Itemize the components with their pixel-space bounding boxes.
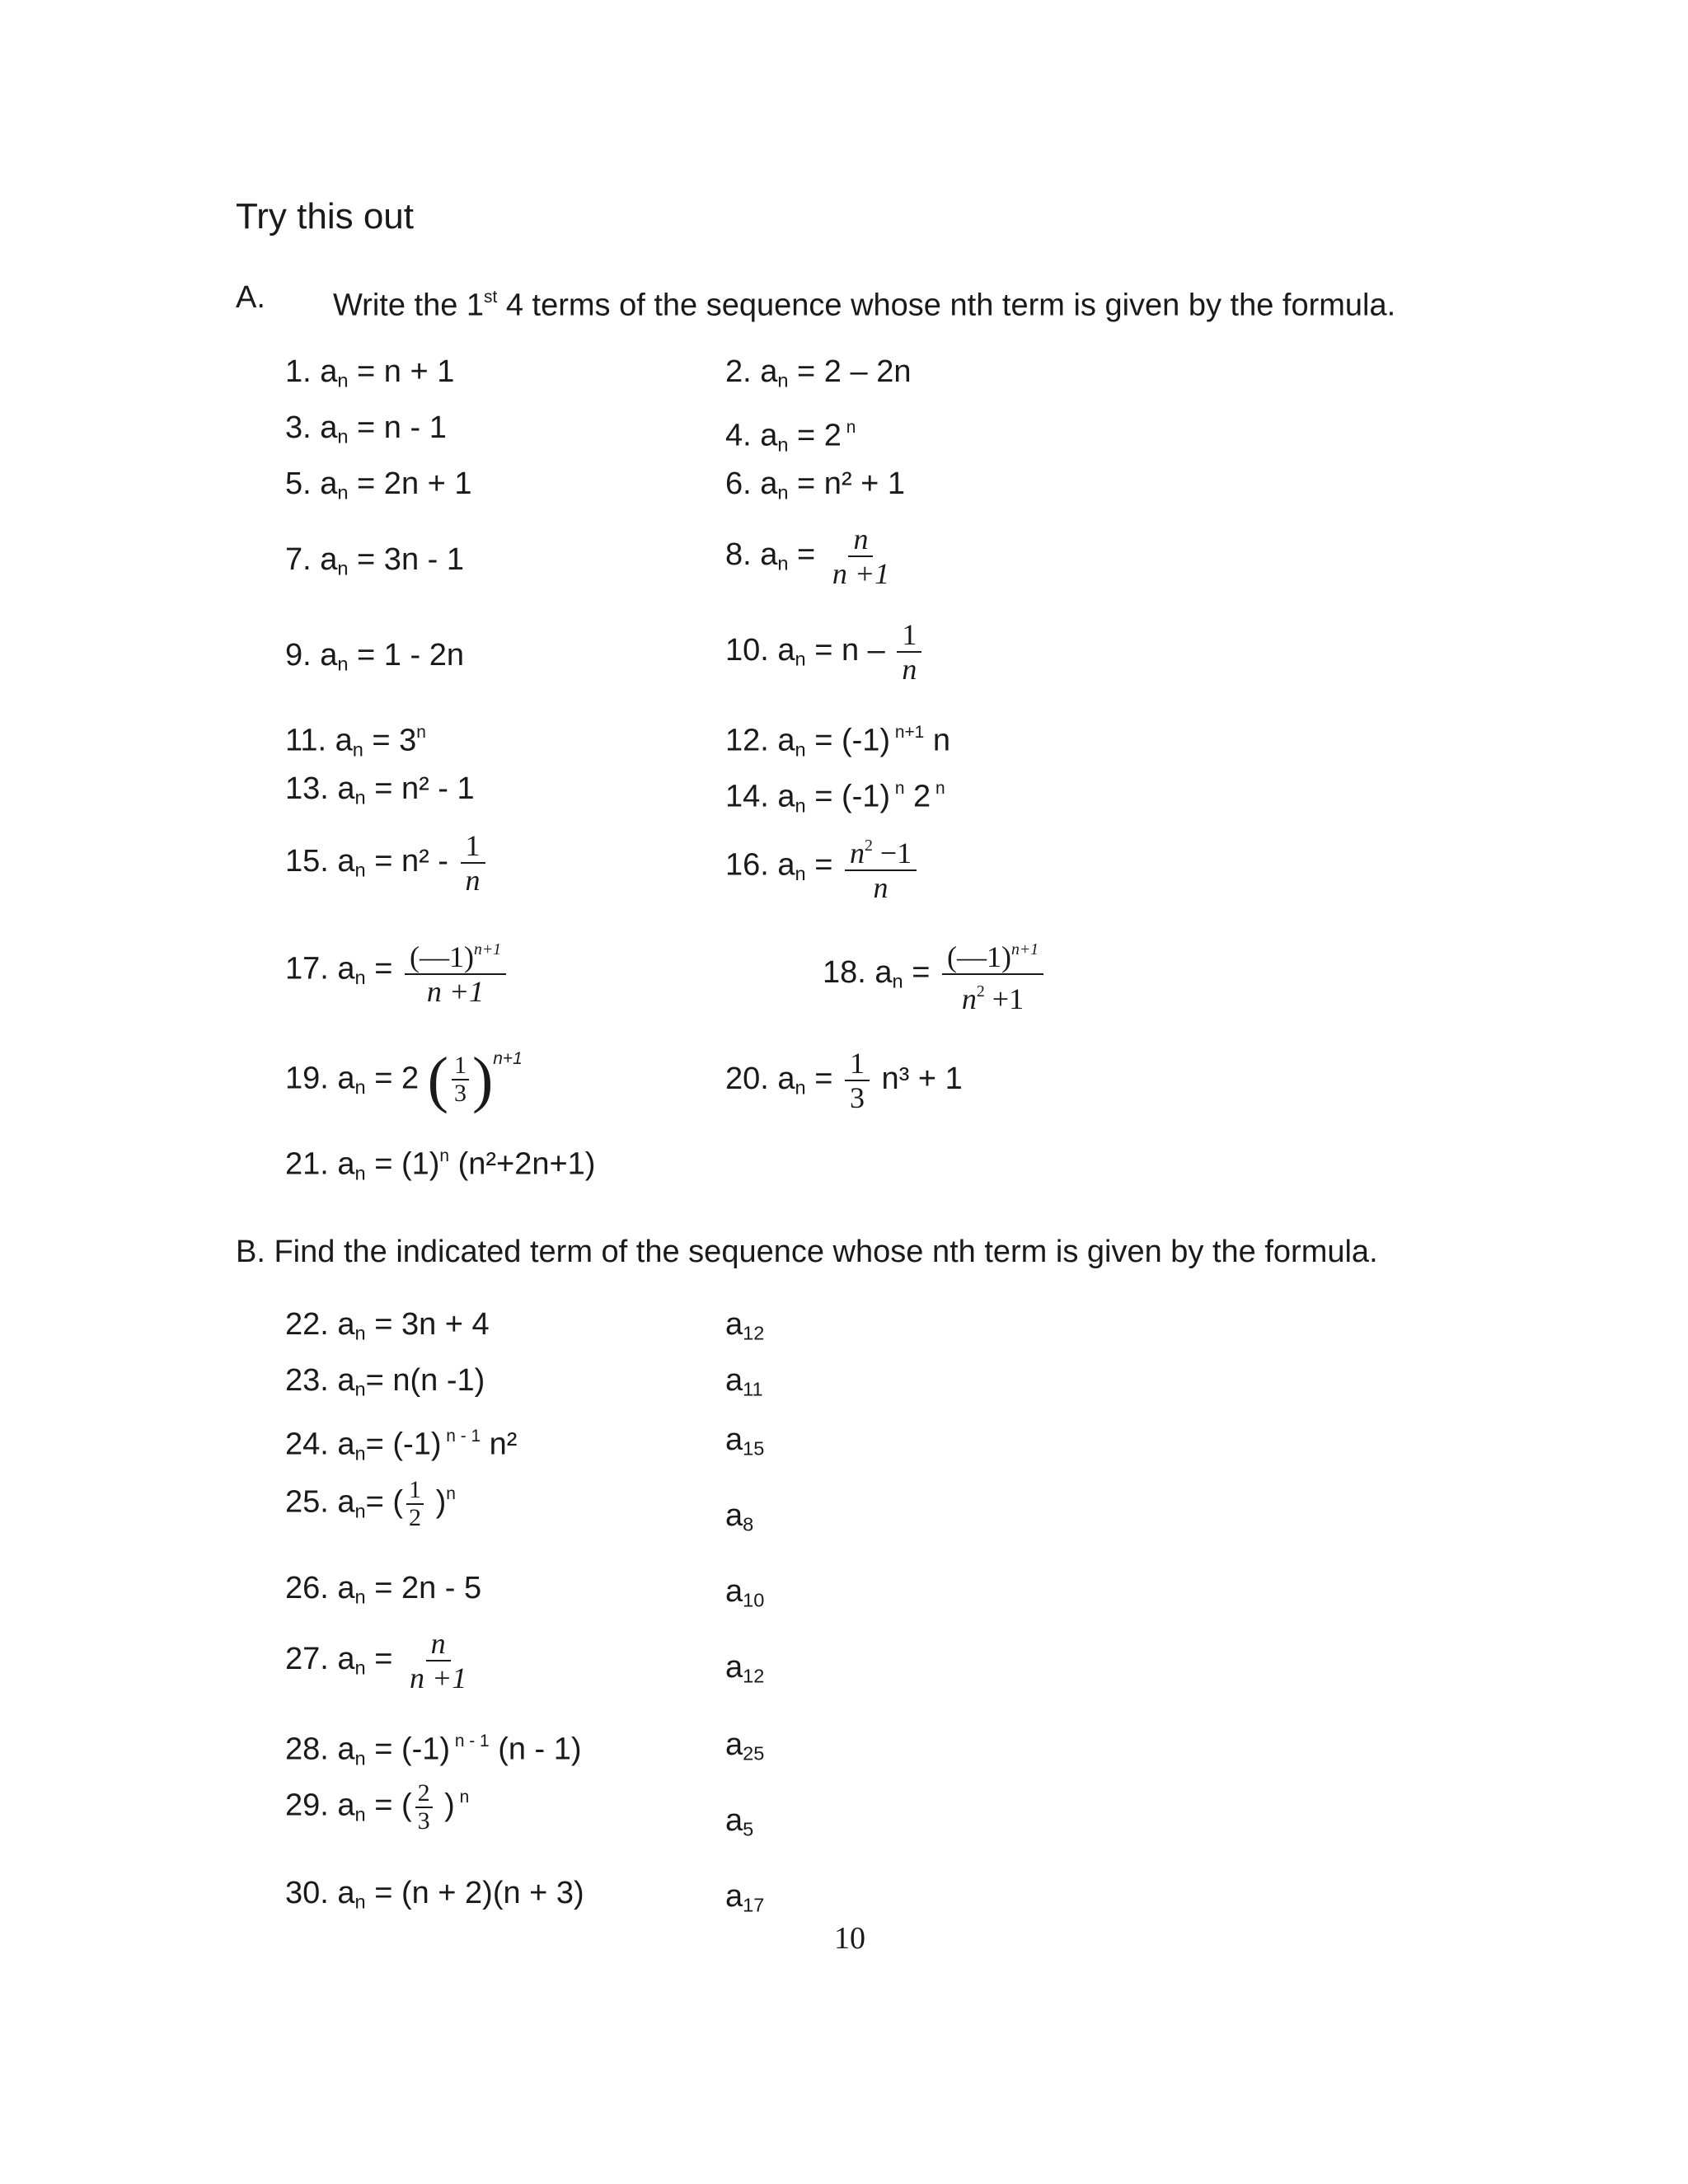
item-3: 3. $a_n = n - 1$ — [285, 410, 447, 448]
item-22-target: $a_{12}$ — [725, 1307, 765, 1344]
item-17: 17. $a_n$ = $\frac{(—1)^{n+1}}{n +1}$ — [285, 933, 509, 1008]
item-25-target: $a_8$ — [725, 1498, 754, 1535]
item-12: 12. $a_n = (-1)$ $^{n+1}$ n — [725, 723, 950, 761]
item-29: 29. $a_n$ = ( $\frac{2}{3}$ ) $^n$ — [285, 1779, 470, 1835]
item-26-target: $a_{10}$ — [725, 1574, 765, 1611]
item-24-target: $a_{15}$ — [725, 1422, 765, 1460]
item-5: 5. $a_n = 2n + 1$ — [285, 466, 472, 504]
item-11: 11. $a_n = 3^n$ — [285, 723, 426, 761]
item-27: 27. $a_n$ = $\frac{n}{n +1}$ — [285, 1627, 475, 1694]
item-29-target: $a_5$ — [725, 1803, 754, 1840]
item-28-target: $a_{25}$ — [725, 1727, 765, 1765]
item-24: 24. $a_n= (-1)$ $^{n - 1}$ n² — [285, 1427, 518, 1465]
fraction: $\frac{n^2 -1}{n}$ — [845, 829, 917, 904]
fraction: $\frac{n}{n +1}$ — [409, 1627, 467, 1694]
item-19: 19. $a_n = 2$ ( $\frac{1}{3}$ )$^{n+1}$ — [285, 1045, 523, 1115]
section-b-instruction: B. Find the indicated term of the sequence whose nth term is given by the formula. — [236, 1235, 1378, 1269]
fraction: $\frac{2}{3}$ — [415, 1780, 433, 1835]
fraction: $\frac{1}{3}$ — [845, 1047, 870, 1114]
item-23: 23. $a_n= n(n$ -1) — [285, 1363, 485, 1400]
item-25: 25. $a_n=$ ( $\frac{1}{2}$ )$^n$ — [285, 1475, 456, 1531]
item-18: 18. $a_n$ = $\frac{(—1)^{n+1}}{n^2 +1}$ — [823, 933, 1047, 1015]
fraction: $\frac{1}{n}$ — [461, 829, 485, 897]
item-30-target: $a_{17}$ — [725, 1879, 765, 1916]
fraction: $\frac{(—1)^{n+1}}{n^2 +1}$ — [942, 933, 1043, 1015]
item-9: 9. $a_n = 1 - 2n$ — [285, 638, 464, 675]
item-16: 16. $a_n$ = $\frac{n^2 -1}{n}$ — [725, 829, 920, 904]
item-28: 28. $a_n = (-1)$ $^{n - 1}$ (n - 1) — [285, 1732, 582, 1769]
page-number: 10 — [834, 1921, 865, 1956]
item-20: 20. $a_n$ = $\frac{1}{3}$ n³ + 1 — [725, 1047, 963, 1114]
item-21: 21. $a_n = (1)^n$ (n²+2n+1) — [285, 1146, 596, 1184]
item-26: 26. $a_n = 2n - 5$ — [285, 1571, 482, 1608]
item-7: 7. $a_n = 3n - 1$ — [285, 542, 464, 579]
item-8: 8. $a_n$ = $\frac{n}{n +1}$ — [725, 523, 898, 590]
item-22: 22. $a_n = 3n + 4$ — [285, 1307, 490, 1344]
item-2: 2. $a_n = 2 - 2n$ — [725, 354, 912, 391]
section-a-instruction: Write the 1st 4 terms of the sequence whose nth term is given by the formula. — [333, 288, 1396, 323]
item-1: 1. $a_n = n + 1$ — [285, 354, 455, 391]
fraction: $\frac{1}{3}$ — [452, 1052, 469, 1107]
fraction: $\frac{1}{n}$ — [897, 618, 921, 686]
fraction: $\frac{1}{2}$ — [406, 1477, 424, 1531]
fraction: $\frac{(—1)^{n+1}}{n +1}$ — [405, 933, 506, 1008]
item-15: 15. $a_n = n^2$ - $\frac{1}{n}$ — [285, 829, 489, 897]
item-6: 6. $a_n = n^2 + 1$ — [725, 466, 906, 504]
item-23-target: $a_{11}$ — [725, 1363, 763, 1400]
fraction: $\frac{n}{n +1}$ — [832, 523, 890, 590]
item-10: 10. $a_n = n$ – $\frac{1}{n}$ — [725, 618, 925, 686]
item-14: 14. $a_n = (-1)$ $^n$ 2 $^n$ — [725, 779, 945, 817]
item-4: 4. $a_n = 2$ $^n$ — [725, 418, 856, 456]
item-30: 30. $a_n = (n + 2)(n + 3)$ — [285, 1876, 584, 1913]
page-title: Try this out — [236, 196, 414, 237]
item-13: 13. $a_n = n^2 - 1$ — [285, 771, 475, 808]
section-a-letter: A. — [236, 280, 265, 315]
item-27-target: $a_{12}$ — [725, 1650, 765, 1687]
